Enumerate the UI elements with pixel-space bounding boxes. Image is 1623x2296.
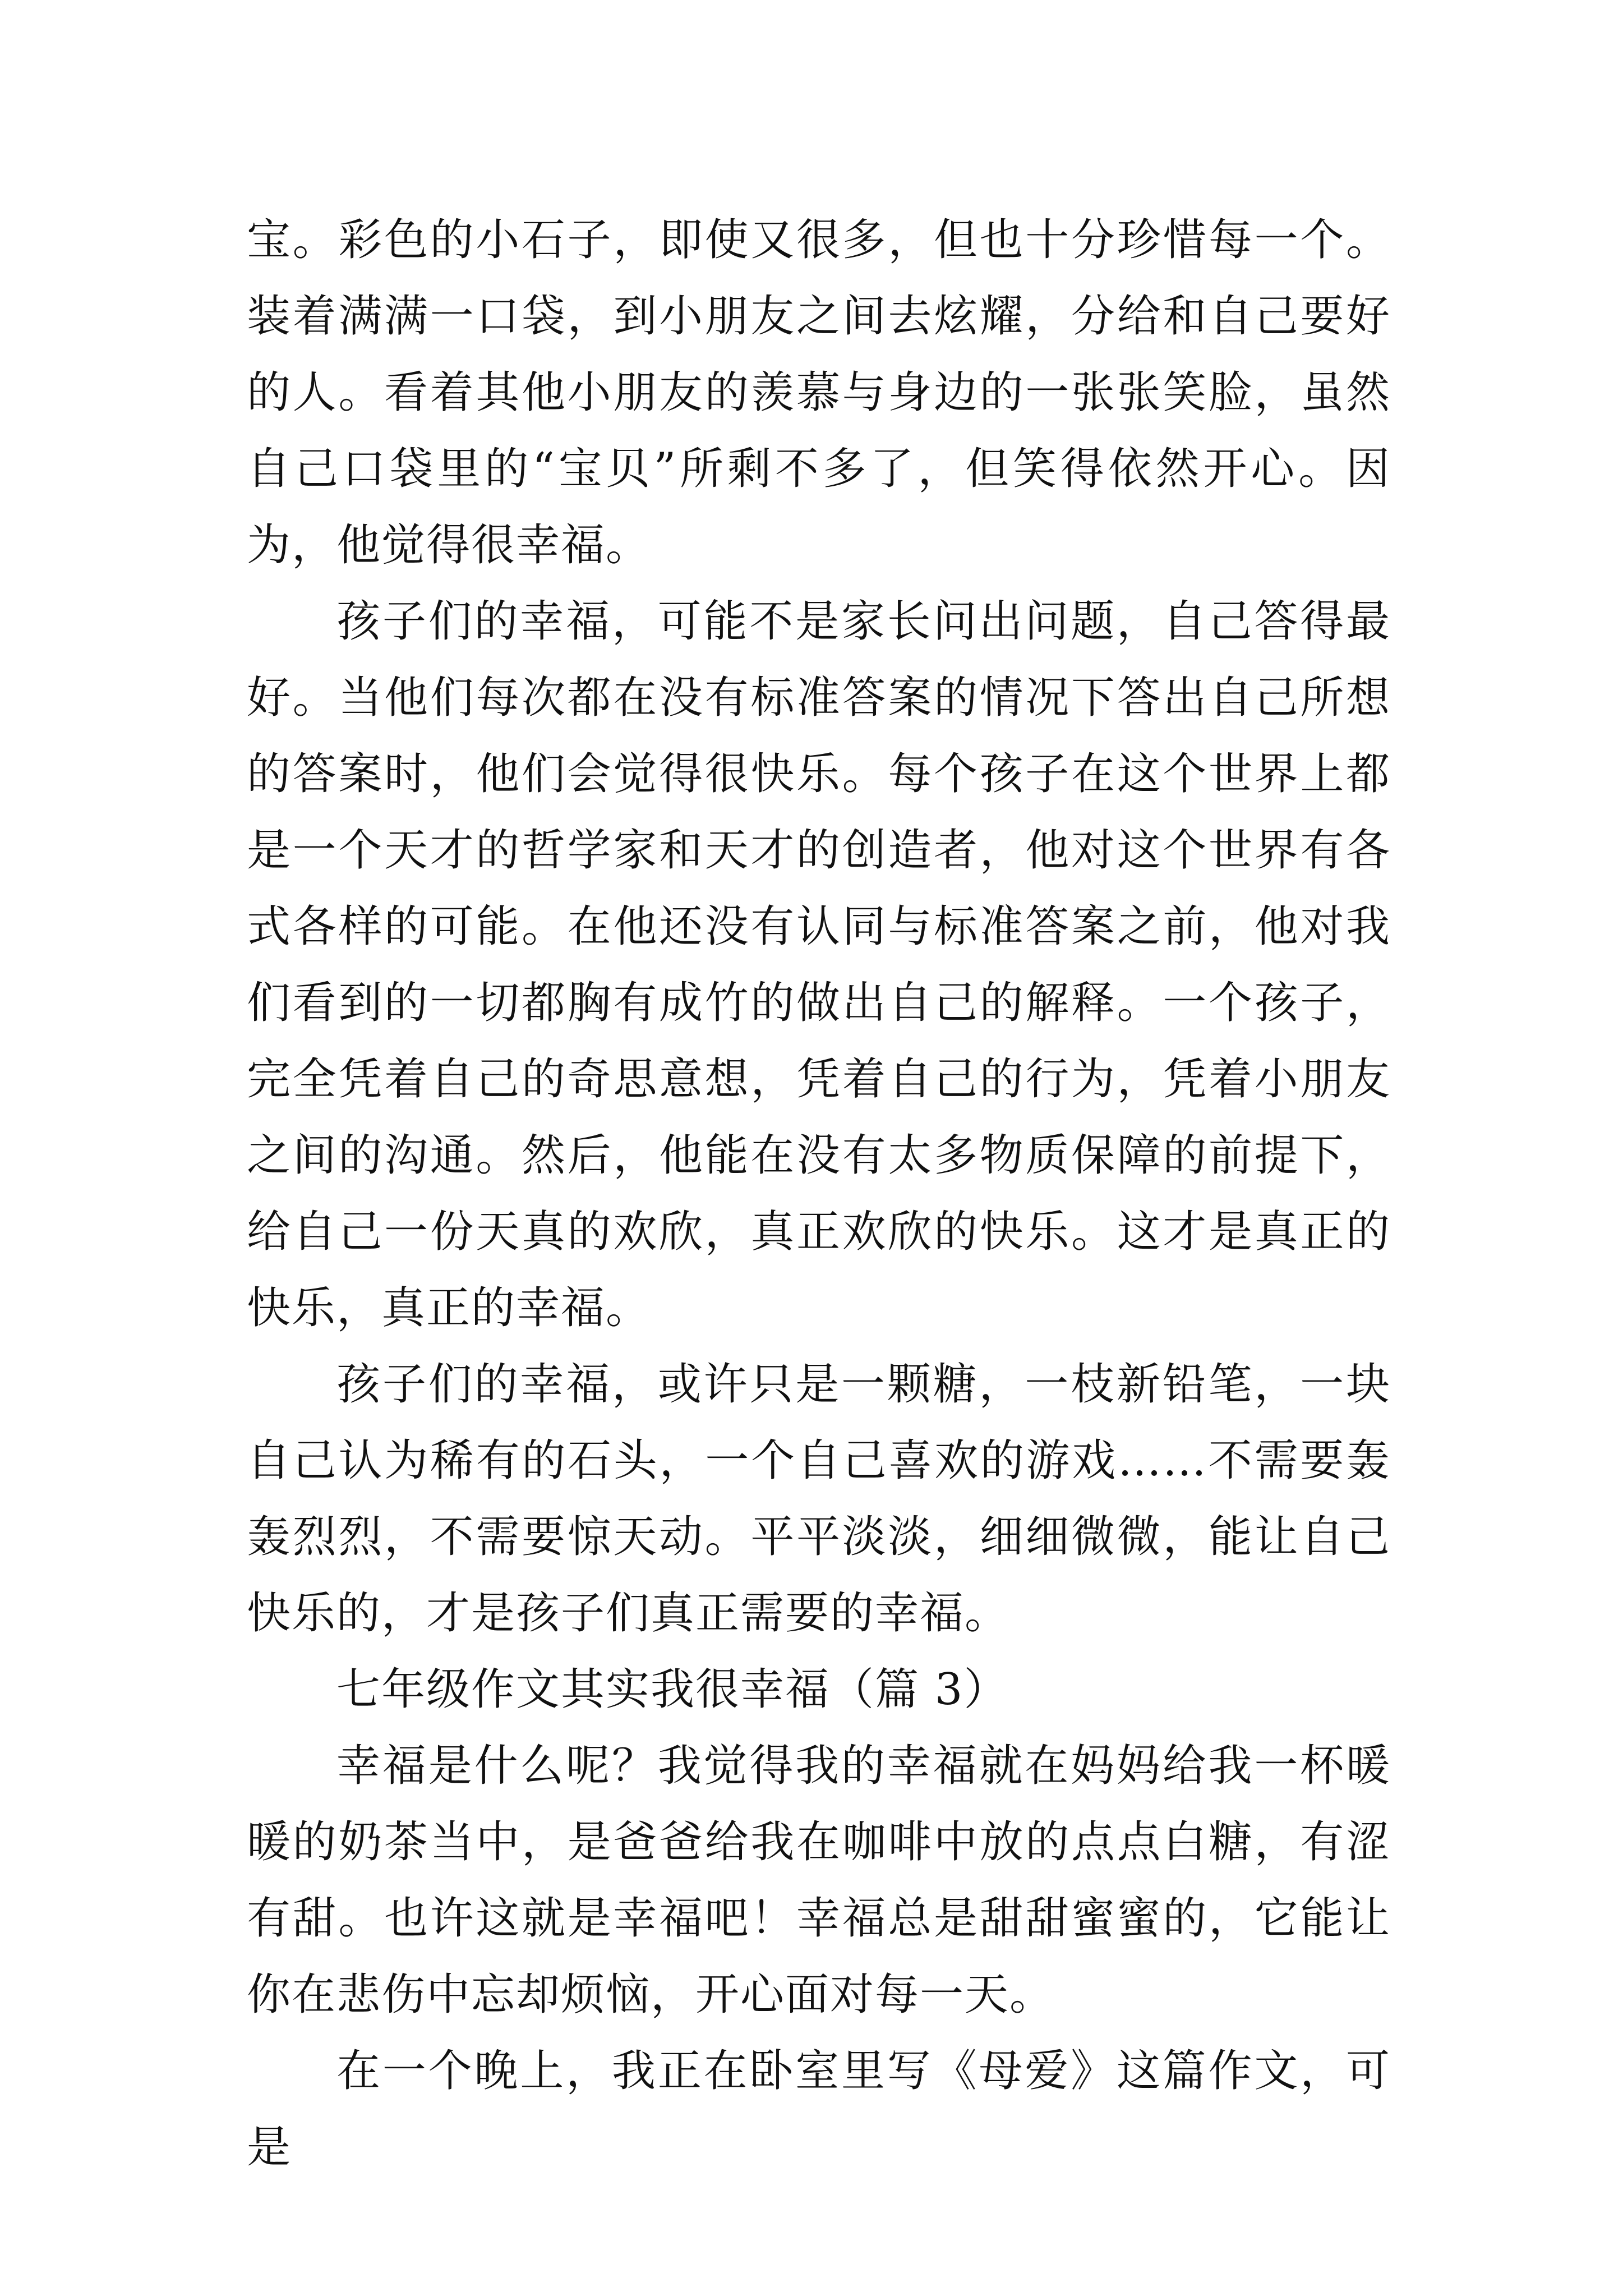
paragraph-2: 孩子们的幸福，可能不是家长问出问题，自己答得最好。当他们每次都在没有标准答案的情况下答出自己所想的答案时，他们会觉得很快乐。每个孩子在这个世界上都是一个天才的哲学家和天才的创造者，他对这个世界有各式各样的可能。在他还没有认同与标准答案之前，他对我们看到的一切都胸有成竹的做出自己的解释。一个孩子，完全凭着自己的奇思意想，凭着自己的行为，凭着小朋友之间的沟通。然后，他能在没有太多物质保障的前提下，给自己一份天真的欢欣，真正欢欣的快乐。这才是真正的快乐，真正的幸福。 (247, 596, 1391, 1333)
paragraph-1: 宝。彩色的小石子，即使又很多，但也十分珍惜每一个。装着满满一口袋，到小朋友之间去炫耀，分给和自己要好的人。看着其他小朋友的羡慕与身边的一张张笑脸，虽然自己口袋里的“宝贝”所剩不多了，但笑得依然开心。因为，他觉得很幸福。 (247, 215, 1391, 570)
paragraph-5: 幸福是什么呢？我觉得我的幸福就在妈妈给我一杯暖暖的奶茶当中，是爸爸给我在咖啡中放的点点白糖，有涩有甜。也许这就是幸福吧！幸福总是甜甜蜜蜜的，它能让你在悲伤中忘却烦恼，开心面对每一天。 (247, 1741, 1391, 2020)
paragraph-3: 孩子们的幸福，或许只是一颗糖，一枝新铅笔，一块自己认为稀有的石头，一个自己喜欢的游戏……不需要轰轰烈烈，不需要惊天动。平平淡淡，细细微微，能让自己快乐的，才是孩子们真正需要的幸福。 (247, 1359, 1391, 1639)
section-heading: 七年级作文其实我很幸福（篇 3） (336, 1664, 1009, 1715)
paragraph-6: 在一个晚上，我正在卧室里写《母爱》这篇作文，可是 (247, 2046, 1391, 2173)
document-page (247, 202, 1391, 2185)
